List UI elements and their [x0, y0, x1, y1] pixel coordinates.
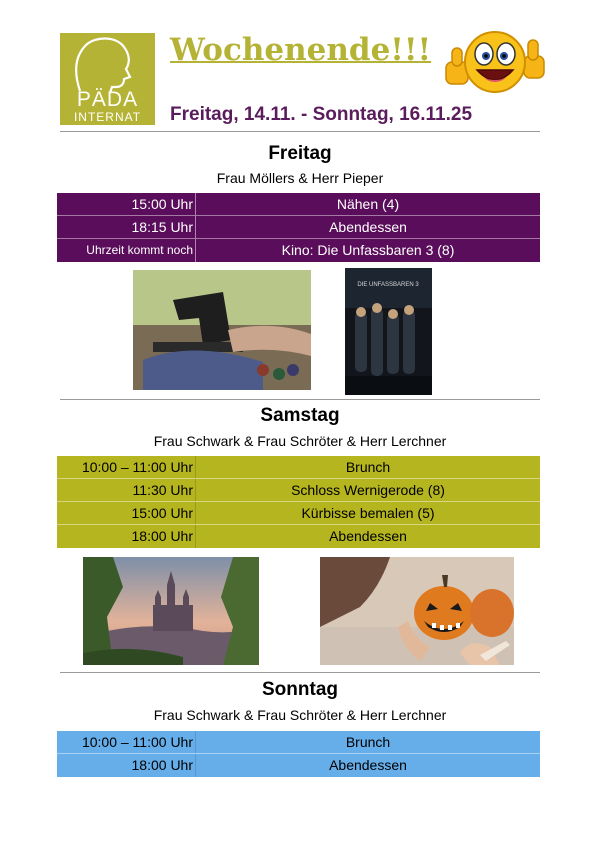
sewing-machine-photo — [133, 270, 311, 390]
friday-staff: Frau Möllers & Herr Pieper — [216, 170, 384, 186]
date-range: Freitag, 14.11. - Sonntag, 16.11.25 — [170, 104, 473, 125]
activity-cell: Kino: Die Unfassbaren 3 (8) — [281, 242, 455, 258]
time-cell: 18:00 Uhr — [131, 757, 193, 773]
activity-cell: Brunch — [345, 734, 391, 750]
time-cell: 18:00 Uhr — [131, 528, 193, 544]
divider — [60, 131, 540, 132]
activity-cell: Abendessen — [329, 757, 407, 773]
saturday-staff: Frau Schwark & Frau Schröter & Herr Lerchner — [153, 433, 447, 449]
time-cell: 10:00 – 11:00 Uhr — [81, 734, 193, 750]
activity-cell: Abendessen — [329, 219, 407, 235]
activity-cell: Brunch — [345, 459, 391, 475]
time-cell: 15:00 Uhr — [131, 505, 193, 521]
friday-title: Freitag — [268, 143, 332, 164]
activity-cell: Schloss Wernigerode (8) — [291, 482, 445, 498]
friday-schedule-table — [57, 193, 540, 262]
divider — [60, 672, 540, 673]
table-row — [57, 525, 540, 548]
table-row — [57, 731, 540, 754]
divider — [60, 399, 540, 400]
time-cell: Uhrzeit kommt noch — [86, 243, 193, 257]
time-cell: 15:00 Uhr — [131, 196, 193, 212]
saturday-title: Samstag — [260, 405, 340, 426]
logo-text-paeda: PÄDA — [76, 88, 139, 111]
activity-cell: Abendessen — [329, 528, 407, 544]
table-row — [57, 456, 540, 479]
poster-title-text: DIE UNFASSBAREN 3 — [357, 282, 419, 288]
sunday-staff: Frau Schwark & Frau Schröter & Herr Lerchner — [153, 707, 447, 723]
pumpkin-painting-photo — [320, 557, 514, 665]
time-cell: 10:00 – 11:00 Uhr — [81, 459, 193, 475]
time-cell: 18:15 Uhr — [131, 219, 193, 235]
sunday-title: Sonntag — [262, 679, 338, 700]
castle-wernigerode-photo — [83, 557, 259, 665]
table-row — [57, 216, 540, 239]
activity-cell: Nähen (4) — [336, 196, 400, 212]
thumbs-up-smiley-icon — [444, 26, 546, 96]
activity-cell: Kürbisse bemalen (5) — [301, 505, 435, 521]
time-cell: 11:30 Uhr — [132, 482, 193, 498]
table-row — [57, 479, 540, 502]
table-row — [57, 239, 540, 262]
table-row — [57, 754, 540, 777]
movie-poster-photo — [345, 268, 432, 395]
page-title: Wochenende!!! — [170, 32, 432, 68]
logo-text-internat: INTERNAT — [73, 110, 142, 124]
sunday-schedule-table — [57, 731, 540, 777]
table-row — [57, 193, 540, 216]
paeda-internat-logo — [60, 33, 155, 125]
table-row — [57, 502, 540, 525]
head-profile-icon — [60, 33, 155, 93]
saturday-schedule-table — [57, 456, 540, 548]
